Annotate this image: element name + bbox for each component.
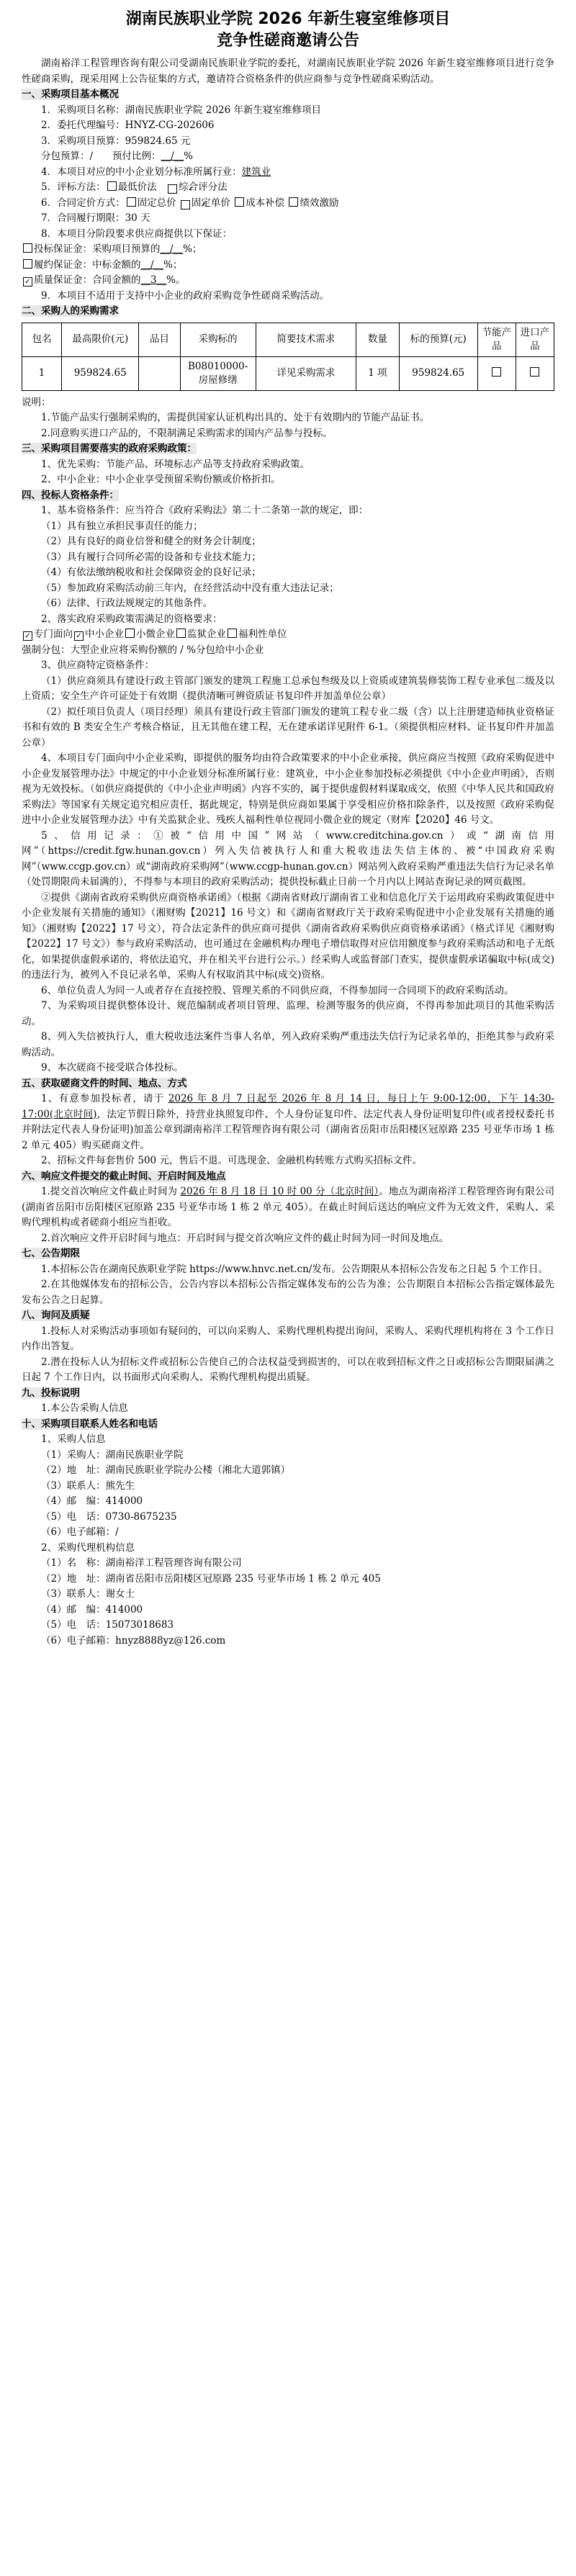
agency-contact: （3）联系人：谢女士	[41, 1588, 135, 1600]
opening-time: 2.首次响应文件开启时间与地点：开启时间与提交首次响应文件的截止时间为同一时间及地点。	[41, 1232, 449, 1244]
table-cell: 1	[22, 356, 62, 390]
checkbox-quality-bond	[23, 277, 32, 287]
qualification-9: 9、本次磋商不接受联合体投标。	[41, 1062, 184, 1073]
qualification-basic: 1、基本资格条件：应当符合《政府采购法》第二十二条第一款的规定，即：	[41, 505, 369, 516]
checkbox-performance-incentive	[289, 197, 298, 207]
note-2: 2.同意购买进口产品的，不限制满足采购需求的国内产品参与投标。	[41, 427, 333, 439]
mandatory-subcontract: 强制分包：大型企业应将采购份额的 / %分包给中小企业	[22, 644, 264, 656]
purchaser-info-heading: 1、采购人信息	[41, 1433, 106, 1445]
credit-commitment: ②提供《湖南省政府采购供应商资格承诺函》（根据《湖南省财政厅湖南省工业和信息化厅关于运用政府采购政策促进中小企业发展有关措施的通知》（湘财购【2021】16 号文）和《湖南省财政厅关于政府采购促进中小企业发展有关措施的通知》（湘财购【2022】17 号文），符合法定条件的供应商可提供《湖南省政府采购供应商资格承诺函》（格式详见《湘财购【2022】17 号文》）参与政府采购活动，也可通过在金融机构办理电子增信取得对应信用额度参与政府采购活动和电子无纸化，如果提供虚假承诺的，将依法追究，并在相关平台进行公示。）经采购人或监督部门查实，提供虚假承诺骗取中标(成交)的违法行为，被列入不良记录名单，采购人有权取消其中标(成交)资格。	[22, 891, 554, 981]
checkbox-lowest-price	[107, 181, 117, 191]
section-heading-4: 四、投标人资格条件：	[22, 489, 119, 501]
qualification-item: （1）具有独立承担民事责任的能力；	[41, 520, 203, 532]
table-cell: B08010000-房屋修缮	[180, 356, 256, 390]
checkbox-imported	[530, 367, 539, 377]
table-cell: 详见采购需求	[256, 356, 356, 390]
performance-bond: 履约保证金：中标金额的__/__%；	[22, 258, 554, 274]
table-header: 进口产品	[516, 323, 554, 356]
table-header: 采购标的	[180, 323, 256, 356]
table-header: 简要技术需求	[256, 323, 356, 356]
procurement-table	[22, 323, 554, 391]
section-heading-8: 八、询问及质疑	[22, 1310, 90, 1321]
checkbox-prison	[176, 629, 186, 638]
intro-paragraph: 湖南裕洋工程管理咨询有限公司受湖南民族职业学院的委托，对湖南民族职业学院 2026 年新生寝室维修项目进行竞争性磋商采购，现采用网上公告征集的方式，邀请符合资格条件的供应商参与竞争性磋商采购活动。	[22, 58, 554, 85]
specific-qualification-1: （1）供应商须具有建设行政主管部门颁发的建筑工程施工总承包叁级及以上资质或建筑装修装饰工程专业承包二级及以上资质；安全生产许可证处于有效期（提供清晰可辨资质证书复印件并加盖单位公章）	[22, 675, 554, 702]
guarantee-intro: 8．本项目分阶段要求供应商提供以下保证：	[41, 228, 233, 240]
agency-phone: （5）电 话：15073018683	[41, 1619, 174, 1631]
checkbox-fixed-unit	[181, 200, 190, 210]
qualification-item: （5）参加政府采购活动前三年内，在经营活动中没有重大违法记录；	[41, 582, 339, 594]
document-price: 2、招标文件每套售价 500 元，售后不退。可选现金、金融机构转账方式购买招标文件。	[41, 1155, 422, 1166]
agency-info-heading: 2、采购代理机构信息	[41, 1541, 135, 1554]
credit-record: 5、信用记录：①被“信用中国”网站（www.creditchina.gov.cn）或“湖南信用网”（https://credit.fgw.hunan.gov.cn）列入失信被执行人和重大税收违法失信主体的、被“中国政府采购网”（www.ccgp.gov.cn）或“湖南政府采购网”（www.ccgp-hunan.gov.cn）网站列入政府采购严重违法失信行为记录名单（处罚期限尚未届满的），不得参与本项目的政府采购活动；提供投标截止日前一个月内以上网站查询记录的网页截图。	[22, 829, 554, 888]
obtain-documents: 1、有意参加投标者，请于 2026 年 8 月 7 日起至 2026 年 8 月 14 日，每日上午 9:00-12:00，下午 14:30-17:00(北京时间)，法定节假日除外，持营业执照复印件、个人身份证复印件、法定代表人身份证明复印件(或者授权委托书并附法定代表人身份证明)加盖公章到湖南裕洋工程管理咨询有限公司（湖南省岳阳市岳阳楼区冠原路 235 号亚华市场 1 栋 2 单元 405）购买磋商文件。	[22, 1093, 554, 1151]
table-header: 标的预算(元)	[399, 323, 477, 356]
sme-note: 9．本项目不适用于支持中小企业的政府采购竞争性磋商采购活动。	[41, 289, 330, 302]
qualification-item: （4）有依法缴纳税收和社会保障资金的良好记录；	[41, 567, 261, 578]
agency-email: （6）电子邮箱：hnyz8888yz@126.com	[41, 1634, 226, 1647]
section-heading-10: 十、采购项目联系人姓名和电话	[22, 1418, 158, 1430]
section-heading-2: 二、采购人的采购需求	[22, 305, 119, 317]
bid-bond: 投标保证金：采购项目预算的__/__%；	[22, 242, 554, 258]
table-cell	[139, 356, 180, 390]
purchaser-contact: （3）联系人：熊先生	[41, 1480, 135, 1492]
section-heading-1: 一、采购项目基本概况	[22, 89, 119, 100]
submission-deadline: 1.提交首次响应文件截止时间为 2026 年 8 月 18 日 10 时 00 分（北京时间）。地点为湖南裕洋工程管理咨询有限公司(湖南省岳阳市岳阳楼区冠原路 235 号亚华市场 1 栋 2 单元 405）。在截止时间后送达的响应文件为无效文件，采购人、采购代理机构或者磋商小组应当拒收。	[22, 1186, 555, 1228]
announcement-media: 1.本招标公告在湖南民族职业学院 https://www.hnvc.net.cn/发布。公告期限从本招标公告发布之日起 5 个工作日。	[41, 1263, 549, 1275]
checkbox-welfare	[228, 629, 237, 638]
agency-name: （1）名 称：湖南裕洋工程管理咨询有限公司	[41, 1557, 242, 1569]
specific-qualification-2: （2）拟任项目负责人（项目经理）须具有建设行政主管部门颁发的建筑工程专业二级（含）以上注册建造师执业资格证书和有效的 B 类安全生产考核合格证，且无其他在建工程，无在建承诺详见附件 6-1。（须提供相应材料、证书复印件并加盖公章）	[22, 706, 554, 749]
section-heading-9: 九、投标说明	[22, 1387, 80, 1399]
table-header: 包名	[22, 323, 62, 356]
table-header: 品目	[139, 323, 180, 356]
purchaser-email: （6）电子邮箱：/	[41, 1526, 119, 1538]
agency-address: （2）地 址：湖南省岳阳市岳阳楼区冠原路 235 号亚华市场 1 栋 2 单元 405	[41, 1572, 381, 1585]
checkbox-performance-bond	[23, 259, 32, 269]
specific-qualification: 3、供应商特定资格条件：	[41, 659, 155, 671]
project-budget: 3．采购项目预算：959824.65 元	[41, 135, 191, 147]
policy-2: 2、中小企业：中小企业享受预留采购份额或价格折扣。	[41, 474, 281, 485]
checkbox-fixed-total	[127, 197, 136, 207]
table-cell: 1 项	[356, 356, 400, 390]
qualification-7: 7、为采购项目提供整体设计、规范编制或者项目管理、监理、检测等服务的供应商，不得再参加此项目的其他采购活动。	[22, 1000, 554, 1027]
project-code: 2．委托代理编号：HNYZ-CG-202606	[41, 120, 215, 131]
section-heading-5: 五、获取磋商文件的时间、地点、方式	[22, 1077, 187, 1089]
purchaser-address: （2）地 址：湖南民族职业学院办公楼（湘北大道郭镇）	[41, 1464, 291, 1476]
document-title	[22, 9, 554, 52]
sme-requirement: 4、本项目专门面向中小企业采购，即提供的服务均由符合政策要求的中小企业承接，供应商应当按照《政府采购促进中小企业发展管理办法》中规定的中小企业划分标准所属行业：建筑业，中小企业参加投标必须提供《中小企业声明函》，否则视为无效投标。（如供应商提供的《中小企业声明函》内容不实的，属于提供虚假材料谋取成交，依照《中华人民共和国政府采购法》等国家有关规定追究相应责任，据此规定，特别是供应商如果属于享受相应价格扣除条件，以及按照《政府采购促进中小企业发展管理办法》中有关监狱企业、残疾人福利性单位视同小微企业的规定（财库【2020】46 号文。	[22, 752, 554, 826]
checkbox-bid-bond	[23, 243, 32, 253]
table-header: 数量	[356, 323, 400, 356]
table-cell: 959824.65	[399, 356, 477, 390]
contract-period: 7．合同履行期限：30 天	[41, 212, 150, 224]
qualification-item: （3）具有履行合同所必需的设备和专业技术能力；	[41, 551, 261, 563]
table-cell	[516, 356, 554, 390]
qualification-6: 6、单位负责人为同一人或者存在直接控股、管理关系的不同供应商，不得参加同一合同项下的政府采购活动。	[41, 984, 514, 996]
table-header-row	[22, 323, 554, 356]
target-options: ✓专门面向✓ 中小企业 小微企业 监狱企业 福利性单位	[22, 627, 554, 643]
industry-standard: 4．本项目对应的中小企业划分标准所属行业：建筑业	[41, 166, 271, 178]
policy-requirement: 2、落实政府采购政策需满足的资格要求：	[41, 613, 222, 625]
qualification-item: （2）具有良好的商业信誉和健全的财务会计制度；	[41, 536, 261, 547]
checkbox-energy-saving	[492, 367, 501, 377]
table-header: 最高限价(元)	[62, 323, 139, 356]
checkbox-cost-compensation	[235, 197, 244, 207]
evaluation-method: 5．评标方法： 最低价法 ✓ 综合评分法	[22, 180, 554, 196]
section-heading-6: 六、响应文件提交的截止时间、开启时间及地点	[22, 1170, 226, 1182]
checkbox-dedicated	[23, 631, 32, 641]
announcement-other-media: 2.在其他媒体发布的招标公告，公告内容以本招标公告指定媒体发布的公告为准；公告期限自本招标公告指定媒体最先发布公告之日起算。	[22, 1279, 554, 1306]
policy-1: 1、优先采购：节能产品、环境标志产品等支持政府采购政策。	[41, 458, 310, 470]
project-name: 1．采购项目名称：湖南民族职业学院 2026 年新生寝室维修项目	[41, 104, 322, 116]
note-1: 1.节能产品实行强制采购的，需提供国家认证机构出具的、处于有效期内的节能产品证书。	[41, 412, 430, 423]
section-heading-7: 七、公告期限	[22, 1248, 80, 1259]
checkbox-sme	[74, 631, 84, 641]
qualification-8: 8、列入失信被执行人，重大税收违法案件当事人名单，列入政府采购严重违法失信行为记录名单的，拒绝其参与政府采购活动。	[22, 1031, 554, 1058]
bid-note: 1.本公告采购人信息	[41, 1402, 128, 1414]
table-header: 节能产品	[477, 323, 516, 356]
table-cell	[477, 356, 516, 390]
table-row	[22, 356, 554, 390]
qualification-item: （6）法律、行政法规规定的其他条件。	[41, 598, 213, 609]
package-budget: 分包预算：/ 预付比例：__/__%	[41, 150, 193, 162]
purchaser-postcode: （4）邮 编：414000	[41, 1495, 143, 1507]
purchaser-name: （1）采购人：湖南民族职业学院	[41, 1449, 184, 1461]
checkbox-micro	[125, 629, 135, 638]
purchaser-phone: （5）电 话：0730-8675235	[41, 1510, 177, 1523]
contract-pricing: 6．合同定价方式： 固定总价 ✓ 固定单价 成本补偿 绩效激励	[22, 196, 554, 212]
title-line-2: 竞争性磋商邀请公告	[216, 32, 359, 50]
notes-heading: 说明：	[22, 396, 51, 408]
inquiry: 1.投标人对采购活动事项如有疑问的，可以向采购人、采购代理机构提出询问，采购人、采购代理机构将在 3 个工作日内作出答复。	[22, 1325, 554, 1352]
objection: 2.潜在投标人认为招标文件或招标公告使自己的合法权益受到损害的，可以在收到招标文件之日或招标公告期限届满之日起 7 个工作日内，以书面形式向采购人、采购代理机构提出质疑。	[22, 1356, 554, 1383]
quality-bond: ✓质量保证金：合同金额的__3__%。	[22, 273, 554, 289]
agency-postcode: （4）邮 编：414000	[41, 1603, 143, 1616]
section-heading-3: 三、采购项目需要落实的政府采购政策：	[22, 443, 197, 454]
table-cell: 959824.65	[62, 356, 139, 390]
title-line-1: 湖南民族职业学院 2026 年新生寝室维修项目	[125, 10, 451, 28]
checkbox-comprehensive-score	[168, 184, 177, 194]
